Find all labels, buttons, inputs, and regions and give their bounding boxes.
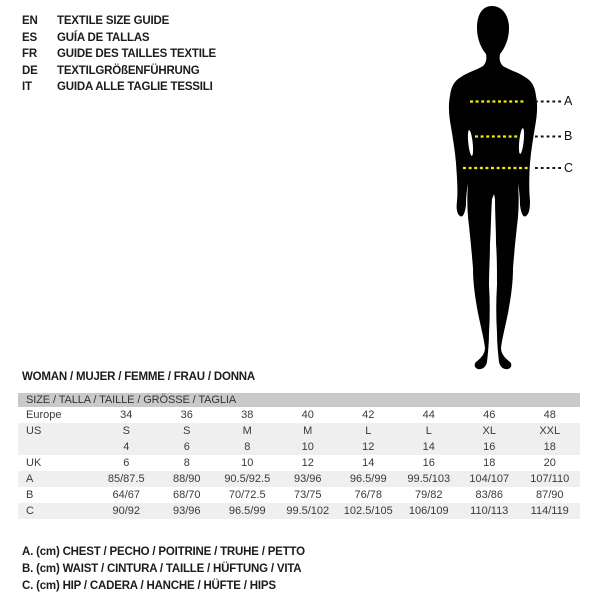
table-cell: 16 [483, 441, 496, 453]
woman-silhouette-figure [425, 0, 600, 380]
table-cell: 87/90 [535, 489, 564, 501]
table-cell: S [122, 425, 130, 437]
table-cell: 48 [543, 409, 556, 421]
table-cell: 20 [543, 457, 556, 469]
row-label: C [26, 505, 34, 517]
lang-row-it [22, 79, 216, 96]
table-cell: 99.5/102 [286, 505, 330, 517]
legend-waist: B. (cm) WAIST / CINTURA / TAILLE / HÜFTUNG / VITA [22, 563, 302, 575]
size-table [18, 393, 580, 519]
lang-code: FR [22, 48, 37, 60]
table-cell: 90/92 [112, 505, 141, 517]
table-cell: 12 [301, 457, 314, 469]
measure-label-a: A [564, 94, 573, 108]
lang-row-es [22, 30, 216, 47]
table-cell: M [303, 425, 313, 437]
table-cell: XL [482, 425, 496, 437]
table-cell: 85/87.5 [107, 473, 145, 485]
table-cell: L [365, 425, 372, 437]
table-cell: 44 [422, 409, 435, 421]
table-cell: 12 [362, 441, 375, 453]
table-cell: 110/113 [470, 505, 509, 517]
table-cell: 79/82 [414, 489, 443, 501]
row-label: B [26, 489, 34, 501]
measure-label-c: C [564, 161, 574, 175]
table-cell: 99.5/103 [407, 473, 451, 485]
table-cell: 18 [483, 457, 496, 469]
row-label: Europe [26, 409, 62, 421]
woman-silhouette [449, 6, 537, 369]
table-cell: 14 [422, 441, 435, 453]
table-row-us-letter [18, 423, 580, 439]
table-cell: 16 [422, 457, 435, 469]
measure-label-b: B [564, 129, 573, 143]
table-cell: 18 [543, 441, 556, 453]
table-cell: 88/90 [172, 473, 201, 485]
table-cell: 14 [362, 457, 375, 469]
table-cell: 6 [123, 457, 130, 469]
table-cell: 102.5/105 [343, 505, 393, 517]
table-cell: 6 [183, 441, 190, 453]
lang-label: GUIDE DES TAILLES TEXTILE [57, 48, 216, 60]
table-cell: S [183, 425, 191, 437]
lang-code: IT [22, 81, 32, 93]
table-cell: 68/70 [172, 489, 201, 501]
table-cell: XXL [539, 425, 561, 437]
row-label: A [26, 473, 34, 485]
table-cell: 73/75 [293, 489, 322, 501]
table-cell: 90.5/92.5 [224, 473, 271, 485]
table-cell: 34 [120, 409, 133, 421]
lang-label: GUÍA DE TALLAS [57, 31, 150, 44]
table-cell: 104/107 [469, 473, 510, 485]
table-cell: 96.5/99 [349, 473, 387, 485]
table-cell: 96.5/99 [228, 505, 266, 517]
lang-code: ES [22, 31, 37, 44]
table-cell: 36 [180, 409, 193, 421]
table-cell: 46 [483, 409, 496, 421]
table-row-chest [18, 471, 580, 487]
table-cell: 107/110 [530, 473, 570, 485]
table-row-europe [18, 407, 580, 423]
table-cell: 10 [241, 457, 254, 469]
legend-chest: A. (cm) CHEST / PECHO / POITRINE / TRUHE / PETTO [22, 546, 305, 558]
table-row-uk [18, 455, 580, 471]
table-cell: 10 [301, 441, 314, 453]
lang-row-de [22, 63, 216, 80]
lang-row-en [22, 13, 216, 30]
table-cell: 38 [241, 409, 254, 421]
table-cell: 64/67 [112, 489, 141, 501]
table-cell: 83/86 [475, 489, 504, 501]
table-cell: 76/78 [354, 489, 383, 501]
table-cell: 93/96 [172, 505, 201, 517]
row-label: US [26, 425, 42, 437]
lang-label: TEXTILGRÖßENFÜHRUNG [57, 64, 200, 77]
lang-code: DE [22, 64, 38, 77]
legend-hip: C. (cm) HIP / CADERA / HANCHE / HÜFTE / HIPS [22, 580, 276, 592]
table-cell: 106/109 [408, 505, 449, 517]
size-table-header: SIZE / TALLA / TAILLE / GRÖSSE / TAGLIA [18, 393, 580, 407]
lang-label: GUIDA ALLE TAGLIE TESSILI [57, 81, 213, 93]
language-list [22, 13, 216, 96]
table-cell: 4 [123, 441, 130, 453]
table-cell: M [242, 425, 252, 437]
table-cell: 114/119 [530, 505, 569, 517]
table-row-waist [18, 487, 580, 503]
table-cell: 93/96 [293, 473, 322, 485]
row-label: UK [26, 457, 42, 469]
table-cell: L [425, 425, 432, 437]
table-cell: 40 [301, 409, 314, 421]
lang-code: EN [22, 15, 38, 27]
table-cell: 8 [183, 457, 190, 469]
table-cell: 70/72.5 [228, 489, 266, 501]
measurement-legend [22, 544, 305, 595]
table-title: WOMAN / MUJER / FEMME / FRAU / DONNA [22, 371, 256, 383]
table-cell: 8 [244, 441, 251, 453]
table-row-hip [18, 503, 580, 519]
table-cell: 42 [362, 409, 375, 421]
table-row-us-numeric [18, 439, 580, 455]
lang-row-fr [22, 46, 216, 63]
row-label [18, 439, 96, 455]
lang-label: TEXTILE SIZE GUIDE [57, 15, 170, 27]
